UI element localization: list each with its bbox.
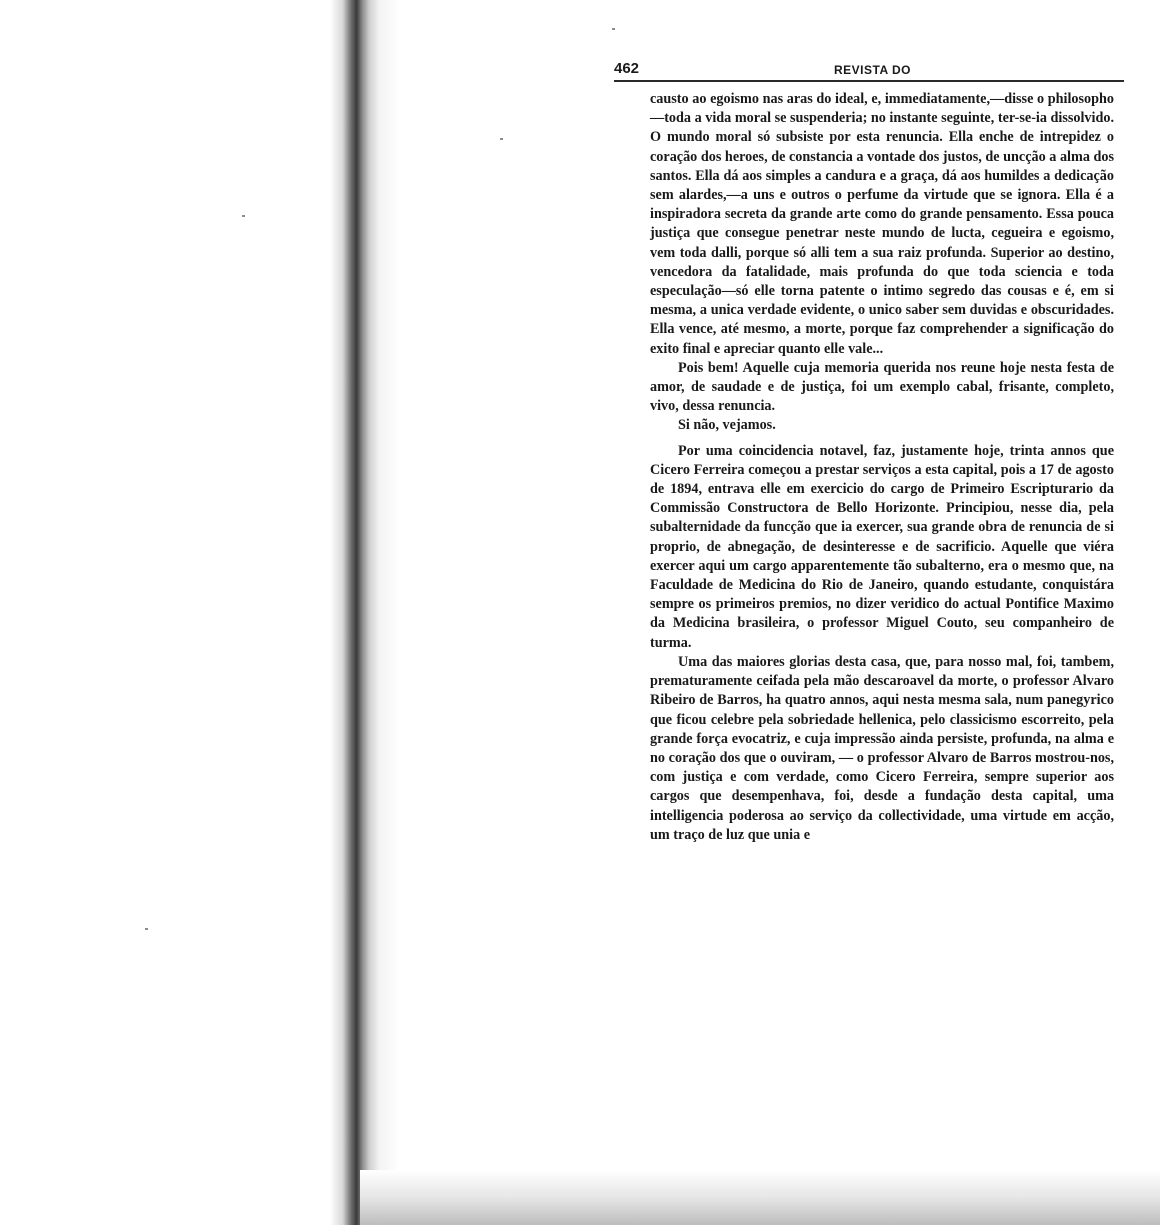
page-number: 462 [614,60,640,77]
paragraph: Por uma coincidencia notavel, faz, justamente hoje, trinta annos que Cicero Ferreira começou a prestar serviços a esta capital, pois a 17 de agosto de 1894, entrava elle em exercicio do cargo de Primeiro Escripturario da Commissão Constructora de Bello Horizonte. Principiou, nesse dia, pela subalternidade da funcção que ia exercer, sua grande obra de renuncia de si proprio, de abnegação, de desinteresse e de sacrificio. Aquelle que viéra exercer aqui um cargo apparentemente tão subalterno, era o mesmo que, na Faculdade de Medicina do Rio de Janeiro, quando estudante, conquistára sempre os primeiros premios, no dizer veridico do actual Pontifice Maximo da Medicina brasileira, o professor Miguel Couto, seu companheiro de turma. [650,442,1114,651]
book-page [614,50,1124,845]
paragraph: Pois bem! Aquelle cuja memoria querida nos reune hoje nesta festa de amor, de saudade e de justiça, foi um exemplo cabal, frisante, completo, vivo, dessa renuncia. [650,359,1114,415]
paragraph: Uma das maiores glorias desta casa, que, para nosso mal, foi, tambem, prematuramente ceifada pela mão descaroavel da morte, o professor Alvaro Ribeiro de Barros, ha quatro annos, aqui nesta mesma sala, num panegyrico que ficou celebre pela sobriedade hellenica, pelo classicismo escorreito, pela grande força evocatriz, e cuja impressão ainda persiste, profunda, na alma e no coração dos que o ouviram, — o professor Alvaro de Barros mostrou-nos, com justiça e com verdade, como Cicero Ferreira, sempre superior aos cargos que desempenhava, foi, desde a fundação desta capital, uma intelligencia poderosa ao serviço da collectividade, uma virtude em acção, um traço de luz que unia e [650,653,1114,843]
scan-speck [500,138,503,140]
paragraph: Si não, vejamos. [678,417,776,434]
page-bottom-shadow [360,1170,1160,1225]
paragraph: causto ao egoismo nas aras do ideal, e, immediatamente,—disse o philosopho—toda a vida moral se suspenderia; no instante seguinte, ter-se-ia dissolvido. O mundo moral só subsiste por esta renuncia. Ella enche de intrepidez o coração dos heroes, de constancia a vontade dos justos, de uncção a alma dos santos. Ella dá aos simples a candura e a graça, dá aos humildes a dedicação sem alardes,—a uns e outros o perfume da virtude que se ignora. Ella é a inspiradora secreta da grande arte como do grande pensamento. Essa pouca justiça que consegue penetrar neste mundo de lucta, cegueira e egoismo, vem toda dalli, porque só alli tem a sua raiz profunda. Superior ao destino, vencedora da fatalidade, mais profunda do que toda sciencia e toda especulação—só elle torna patente o intimo segredo das cousas e é, em si mesma, a unica verdade evidente, o unico saber sem duvidas e obscuridades. Ella vence, até mesmo, a morte, porque faz comprehender a significação do exito final e apreciar quanto elle vale... [650,91,1114,357]
book-spine-shadow [330,0,400,1225]
scan-speck [242,215,245,217]
scan-speck [612,28,615,30]
body-text [614,90,1124,845]
scan-speck [145,928,148,930]
running-head [614,50,1124,82]
running-title: REVISTA DO [834,63,912,77]
